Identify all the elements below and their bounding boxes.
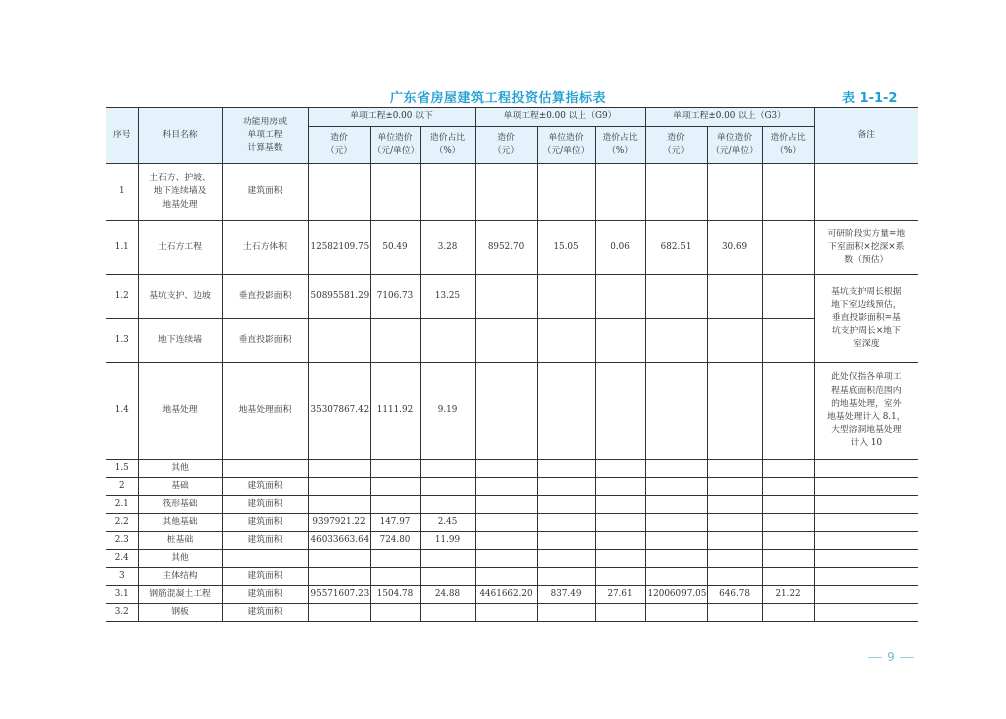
cell-cost-g9	[475, 496, 537, 514]
cell-cost-g9: 4461662.20	[475, 586, 537, 604]
cell-unit-cost-below: 1111.92	[370, 363, 420, 460]
cell-seq: 1.2	[106, 275, 138, 319]
cell-cost-below	[308, 478, 370, 496]
cell-ratio-g9	[595, 496, 645, 514]
cell-seq: 1.3	[106, 319, 138, 363]
cell-note: 基坑支护周长根据 地下室边线预估， 垂直投影面积=基 坑支护周长×地下 室深度	[814, 275, 918, 363]
cell-cost-g3	[645, 496, 707, 514]
cell-cost-g9	[475, 460, 537, 478]
cell-ratio-below: 13.25	[420, 275, 475, 319]
cell-basis	[222, 460, 308, 478]
page-number-left-rule	[868, 657, 882, 658]
header-seq: 序号	[106, 108, 138, 164]
cell-ratio-below	[420, 604, 475, 622]
cell-ratio-g9	[595, 550, 645, 568]
cell-note	[814, 164, 918, 221]
cell-seq: 1.5	[106, 460, 138, 478]
cell-ratio-g3	[762, 460, 814, 478]
cell-cost-below	[308, 460, 370, 478]
cell-unit-cost-g9: 837.49	[537, 586, 595, 604]
cell-unit-cost-g9: 15.05	[537, 221, 595, 275]
cell-unit-cost-g9	[537, 275, 595, 319]
header-group-above-ground-g3: 单项工程±0.00 以上（G3）	[645, 108, 814, 127]
cell-seq: 2.3	[106, 532, 138, 550]
cell-subject: 土石方工程	[138, 221, 222, 275]
cell-basis: 土石方体积	[222, 221, 308, 275]
cell-unit-cost-g3	[707, 604, 762, 622]
cell-unit-cost-g3	[707, 363, 762, 460]
cell-cost-g9	[475, 164, 537, 221]
cell-unit-cost-below	[370, 496, 420, 514]
header-cost: 造价 （元）	[475, 127, 537, 164]
cell-note	[814, 604, 918, 622]
table-row	[106, 478, 918, 496]
cell-ratio-g9: 0.06	[595, 221, 645, 275]
cell-seq: 2	[106, 478, 138, 496]
cell-ratio-below: 3.28	[420, 221, 475, 275]
cell-unit-cost-below	[370, 164, 420, 221]
cell-unit-cost-g3	[707, 496, 762, 514]
cell-cost-g3	[645, 568, 707, 586]
cell-unit-cost-below: 50.49	[370, 221, 420, 275]
cell-cost-g9	[475, 275, 537, 319]
page-number	[862, 650, 920, 664]
cell-unit-cost-g3: 646.78	[707, 586, 762, 604]
cell-unit-cost-g9	[537, 496, 595, 514]
cell-unit-cost-below	[370, 550, 420, 568]
cell-seq: 2.2	[106, 514, 138, 532]
header-cost: 造价 （元）	[308, 127, 370, 164]
cell-unit-cost-g3	[707, 568, 762, 586]
cell-ratio-g3	[762, 478, 814, 496]
cell-ratio-below: 2.45	[420, 514, 475, 532]
cell-note	[814, 568, 918, 586]
cell-unit-cost-g3	[707, 514, 762, 532]
cell-ratio-g3	[762, 363, 814, 460]
cell-cost-g3	[645, 604, 707, 622]
cell-seq: 1	[106, 164, 138, 221]
cell-ratio-below	[420, 164, 475, 221]
cell-note	[814, 496, 918, 514]
cell-unit-cost-below	[370, 604, 420, 622]
cell-subject: 钢板	[138, 604, 222, 622]
cell-subject: 基坑支护、边坡	[138, 275, 222, 319]
cell-ratio-g9	[595, 568, 645, 586]
cell-basis: 建筑面积	[222, 164, 308, 221]
cell-cost-below: 95571607.23	[308, 586, 370, 604]
header-basis: 功能用房或 单项工程 计算基数	[222, 108, 308, 164]
cell-cost-below	[308, 496, 370, 514]
cell-ratio-g9	[595, 275, 645, 319]
cell-cost-g3	[645, 319, 707, 363]
cell-unit-cost-g9	[537, 514, 595, 532]
cell-seq: 3	[106, 568, 138, 586]
header-ratio: 造价占比 （%）	[762, 127, 814, 164]
header-group-below-ground: 单项工程±0.00 以下	[308, 108, 475, 127]
cell-ratio-g9	[595, 604, 645, 622]
cell-note	[814, 460, 918, 478]
cell-unit-cost-g3	[707, 164, 762, 221]
cell-cost-g3	[645, 550, 707, 568]
cell-cost-g9	[475, 363, 537, 460]
cell-unit-cost-below	[370, 478, 420, 496]
header-note: 备注	[814, 108, 918, 164]
cell-ratio-below	[420, 496, 475, 514]
cell-basis: 建筑面积	[222, 586, 308, 604]
cell-basis: 地基处理面积	[222, 363, 308, 460]
cell-subject: 钢筋混凝土工程	[138, 586, 222, 604]
cell-ratio-g3	[762, 532, 814, 550]
cell-cost-below	[308, 319, 370, 363]
cell-cost-g3	[645, 514, 707, 532]
cell-ratio-below	[420, 550, 475, 568]
cell-note	[814, 514, 918, 532]
header-cost: 造价 （元）	[645, 127, 707, 164]
cell-unit-cost-g9	[537, 164, 595, 221]
cell-cost-below: 35307867.42	[308, 363, 370, 460]
cell-unit-cost-below	[370, 460, 420, 478]
cell-basis: 建筑面积	[222, 532, 308, 550]
cell-ratio-g9	[595, 514, 645, 532]
cell-ratio-g3	[762, 496, 814, 514]
cell-cost-g3: 12006097.05	[645, 586, 707, 604]
table-number: 表 1-1-2	[842, 91, 898, 106]
cell-subject: 土石方、护坡、 地下连续墙及 地基处理	[138, 164, 222, 221]
cell-cost-below: 50895581.29	[308, 275, 370, 319]
cell-note	[814, 532, 918, 550]
cell-cost-below	[308, 568, 370, 586]
cell-cost-g9	[475, 514, 537, 532]
cell-ratio-g9	[595, 460, 645, 478]
cell-ratio-g9: 27.61	[595, 586, 645, 604]
cell-ratio-below: 9.19	[420, 363, 475, 460]
cell-basis	[222, 550, 308, 568]
cell-ratio-below	[420, 319, 475, 363]
cell-cost-g9	[475, 550, 537, 568]
table-row	[106, 496, 918, 514]
cell-ratio-g3	[762, 604, 814, 622]
cell-seq: 3.1	[106, 586, 138, 604]
cell-cost-g9	[475, 532, 537, 550]
cell-cost-below	[308, 164, 370, 221]
cell-ratio-below	[420, 568, 475, 586]
cell-note	[814, 586, 918, 604]
cell-ratio-g9	[595, 164, 645, 221]
header-group-above-ground-g9: 单项工程±0.00 以上（G9）	[475, 108, 645, 127]
cell-unit-cost-g3	[707, 550, 762, 568]
header-ratio: 造价占比 （%）	[420, 127, 475, 164]
header-unit-cost: 单位造价 （元/单位）	[537, 127, 595, 164]
cell-unit-cost-g9	[537, 478, 595, 496]
cell-cost-g3	[645, 478, 707, 496]
cell-cost-g9	[475, 319, 537, 363]
cell-unit-cost-g3	[707, 319, 762, 363]
cell-cost-g3	[645, 164, 707, 221]
cell-subject: 桩基础	[138, 532, 222, 550]
cell-subject: 地下连续墙	[138, 319, 222, 363]
cell-ratio-below	[420, 478, 475, 496]
cell-cost-g3	[645, 460, 707, 478]
cell-cost-g9	[475, 604, 537, 622]
header-unit-cost: 单位造价 （元/单位）	[370, 127, 420, 164]
cell-subject: 筏形基础	[138, 496, 222, 514]
table-row	[106, 532, 918, 550]
cell-note	[814, 550, 918, 568]
cell-unit-cost-g3	[707, 532, 762, 550]
cell-subject: 基础	[138, 478, 222, 496]
header-ratio: 造价占比 （%）	[595, 127, 645, 164]
page-number-right-rule	[900, 657, 914, 658]
cell-ratio-g3	[762, 568, 814, 586]
table-row	[106, 164, 918, 221]
cell-basis: 建筑面积	[222, 604, 308, 622]
cell-ratio-below	[420, 460, 475, 478]
cell-ratio-g3	[762, 275, 814, 319]
page-number-text: 9	[887, 650, 895, 664]
cell-unit-cost-g9	[537, 550, 595, 568]
cell-unit-cost-g9	[537, 532, 595, 550]
table-row	[106, 319, 918, 363]
cell-ratio-g3	[762, 164, 814, 221]
cell-cost-g9	[475, 568, 537, 586]
cell-unit-cost-g9	[537, 604, 595, 622]
table-row	[106, 550, 918, 568]
cell-unit-cost-below: 1504.78	[370, 586, 420, 604]
table-title: 广东省房屋建筑工程投资估算指标表	[390, 91, 607, 106]
cell-ratio-g3	[762, 319, 814, 363]
cell-seq: 1.1	[106, 221, 138, 275]
cell-unit-cost-below: 147.97	[370, 514, 420, 532]
cell-note: 此处仅指各单项工 程基底面积范围内 的地基处理，室外 地基处理计入 8.1， 大型溶洞地基处理 计入 10	[814, 363, 918, 460]
cell-seq: 2.4	[106, 550, 138, 568]
cell-seq: 2.1	[106, 496, 138, 514]
cell-subject: 其他	[138, 550, 222, 568]
cell-cost-below: 9397921.22	[308, 514, 370, 532]
cell-cost-g3	[645, 363, 707, 460]
cell-cost-g3: 682.51	[645, 221, 707, 275]
cell-seq: 1.4	[106, 363, 138, 460]
cell-note	[814, 478, 918, 496]
header-unit-cost: 单位造价 （元/单位）	[707, 127, 762, 164]
cell-note: 可研阶段实方量=地 下室面积×挖深×系 数（预估）	[814, 221, 918, 275]
cell-cost-g9	[475, 478, 537, 496]
cell-subject: 其他基础	[138, 514, 222, 532]
cell-unit-cost-g3: 30.69	[707, 221, 762, 275]
cell-unit-cost-below	[370, 568, 420, 586]
cell-ratio-g9	[595, 319, 645, 363]
cell-basis: 建筑面积	[222, 496, 308, 514]
table-row	[106, 568, 918, 586]
cell-ratio-below: 11.99	[420, 532, 475, 550]
cell-basis: 建筑面积	[222, 478, 308, 496]
cell-unit-cost-below: 7106.73	[370, 275, 420, 319]
cell-ratio-below: 24.88	[420, 586, 475, 604]
cell-ratio-g9	[595, 532, 645, 550]
cell-cost-below	[308, 550, 370, 568]
cell-unit-cost-below: 724.80	[370, 532, 420, 550]
cell-unit-cost-below	[370, 319, 420, 363]
cell-subject: 地基处理	[138, 363, 222, 460]
table-row	[106, 363, 918, 460]
cell-cost-g3	[645, 532, 707, 550]
cell-unit-cost-g3	[707, 478, 762, 496]
cell-ratio-g9	[595, 478, 645, 496]
cell-cost-below	[308, 604, 370, 622]
cell-cost-g9: 8952.70	[475, 221, 537, 275]
cell-seq: 3.2	[106, 604, 138, 622]
cell-cost-g3	[645, 275, 707, 319]
table-row	[106, 275, 918, 319]
cell-unit-cost-g3	[707, 460, 762, 478]
table-row	[106, 514, 918, 532]
cell-unit-cost-g9	[537, 319, 595, 363]
cell-cost-below: 12582109.75	[308, 221, 370, 275]
cell-cost-below: 46033663.64	[308, 532, 370, 550]
cell-unit-cost-g3	[707, 275, 762, 319]
cell-subject: 主体结构	[138, 568, 222, 586]
cell-ratio-g3	[762, 221, 814, 275]
table-row	[106, 460, 918, 478]
cell-subject: 其他	[138, 460, 222, 478]
cell-basis: 建筑面积	[222, 568, 308, 586]
table-row	[106, 604, 918, 622]
cell-ratio-g3	[762, 514, 814, 532]
cell-unit-cost-g9	[537, 460, 595, 478]
cell-basis: 建筑面积	[222, 514, 308, 532]
header-subject: 科目名称	[138, 108, 222, 164]
table-row	[106, 586, 918, 604]
table-row	[106, 221, 918, 275]
investment-index-table	[106, 107, 918, 622]
cell-ratio-g3: 21.22	[762, 586, 814, 604]
cell-unit-cost-g9	[537, 568, 595, 586]
cell-basis: 垂直投影面积	[222, 319, 308, 363]
cell-basis: 垂直投影面积	[222, 275, 308, 319]
cell-unit-cost-g9	[537, 363, 595, 460]
cell-ratio-g3	[762, 550, 814, 568]
cell-ratio-g9	[595, 363, 645, 460]
